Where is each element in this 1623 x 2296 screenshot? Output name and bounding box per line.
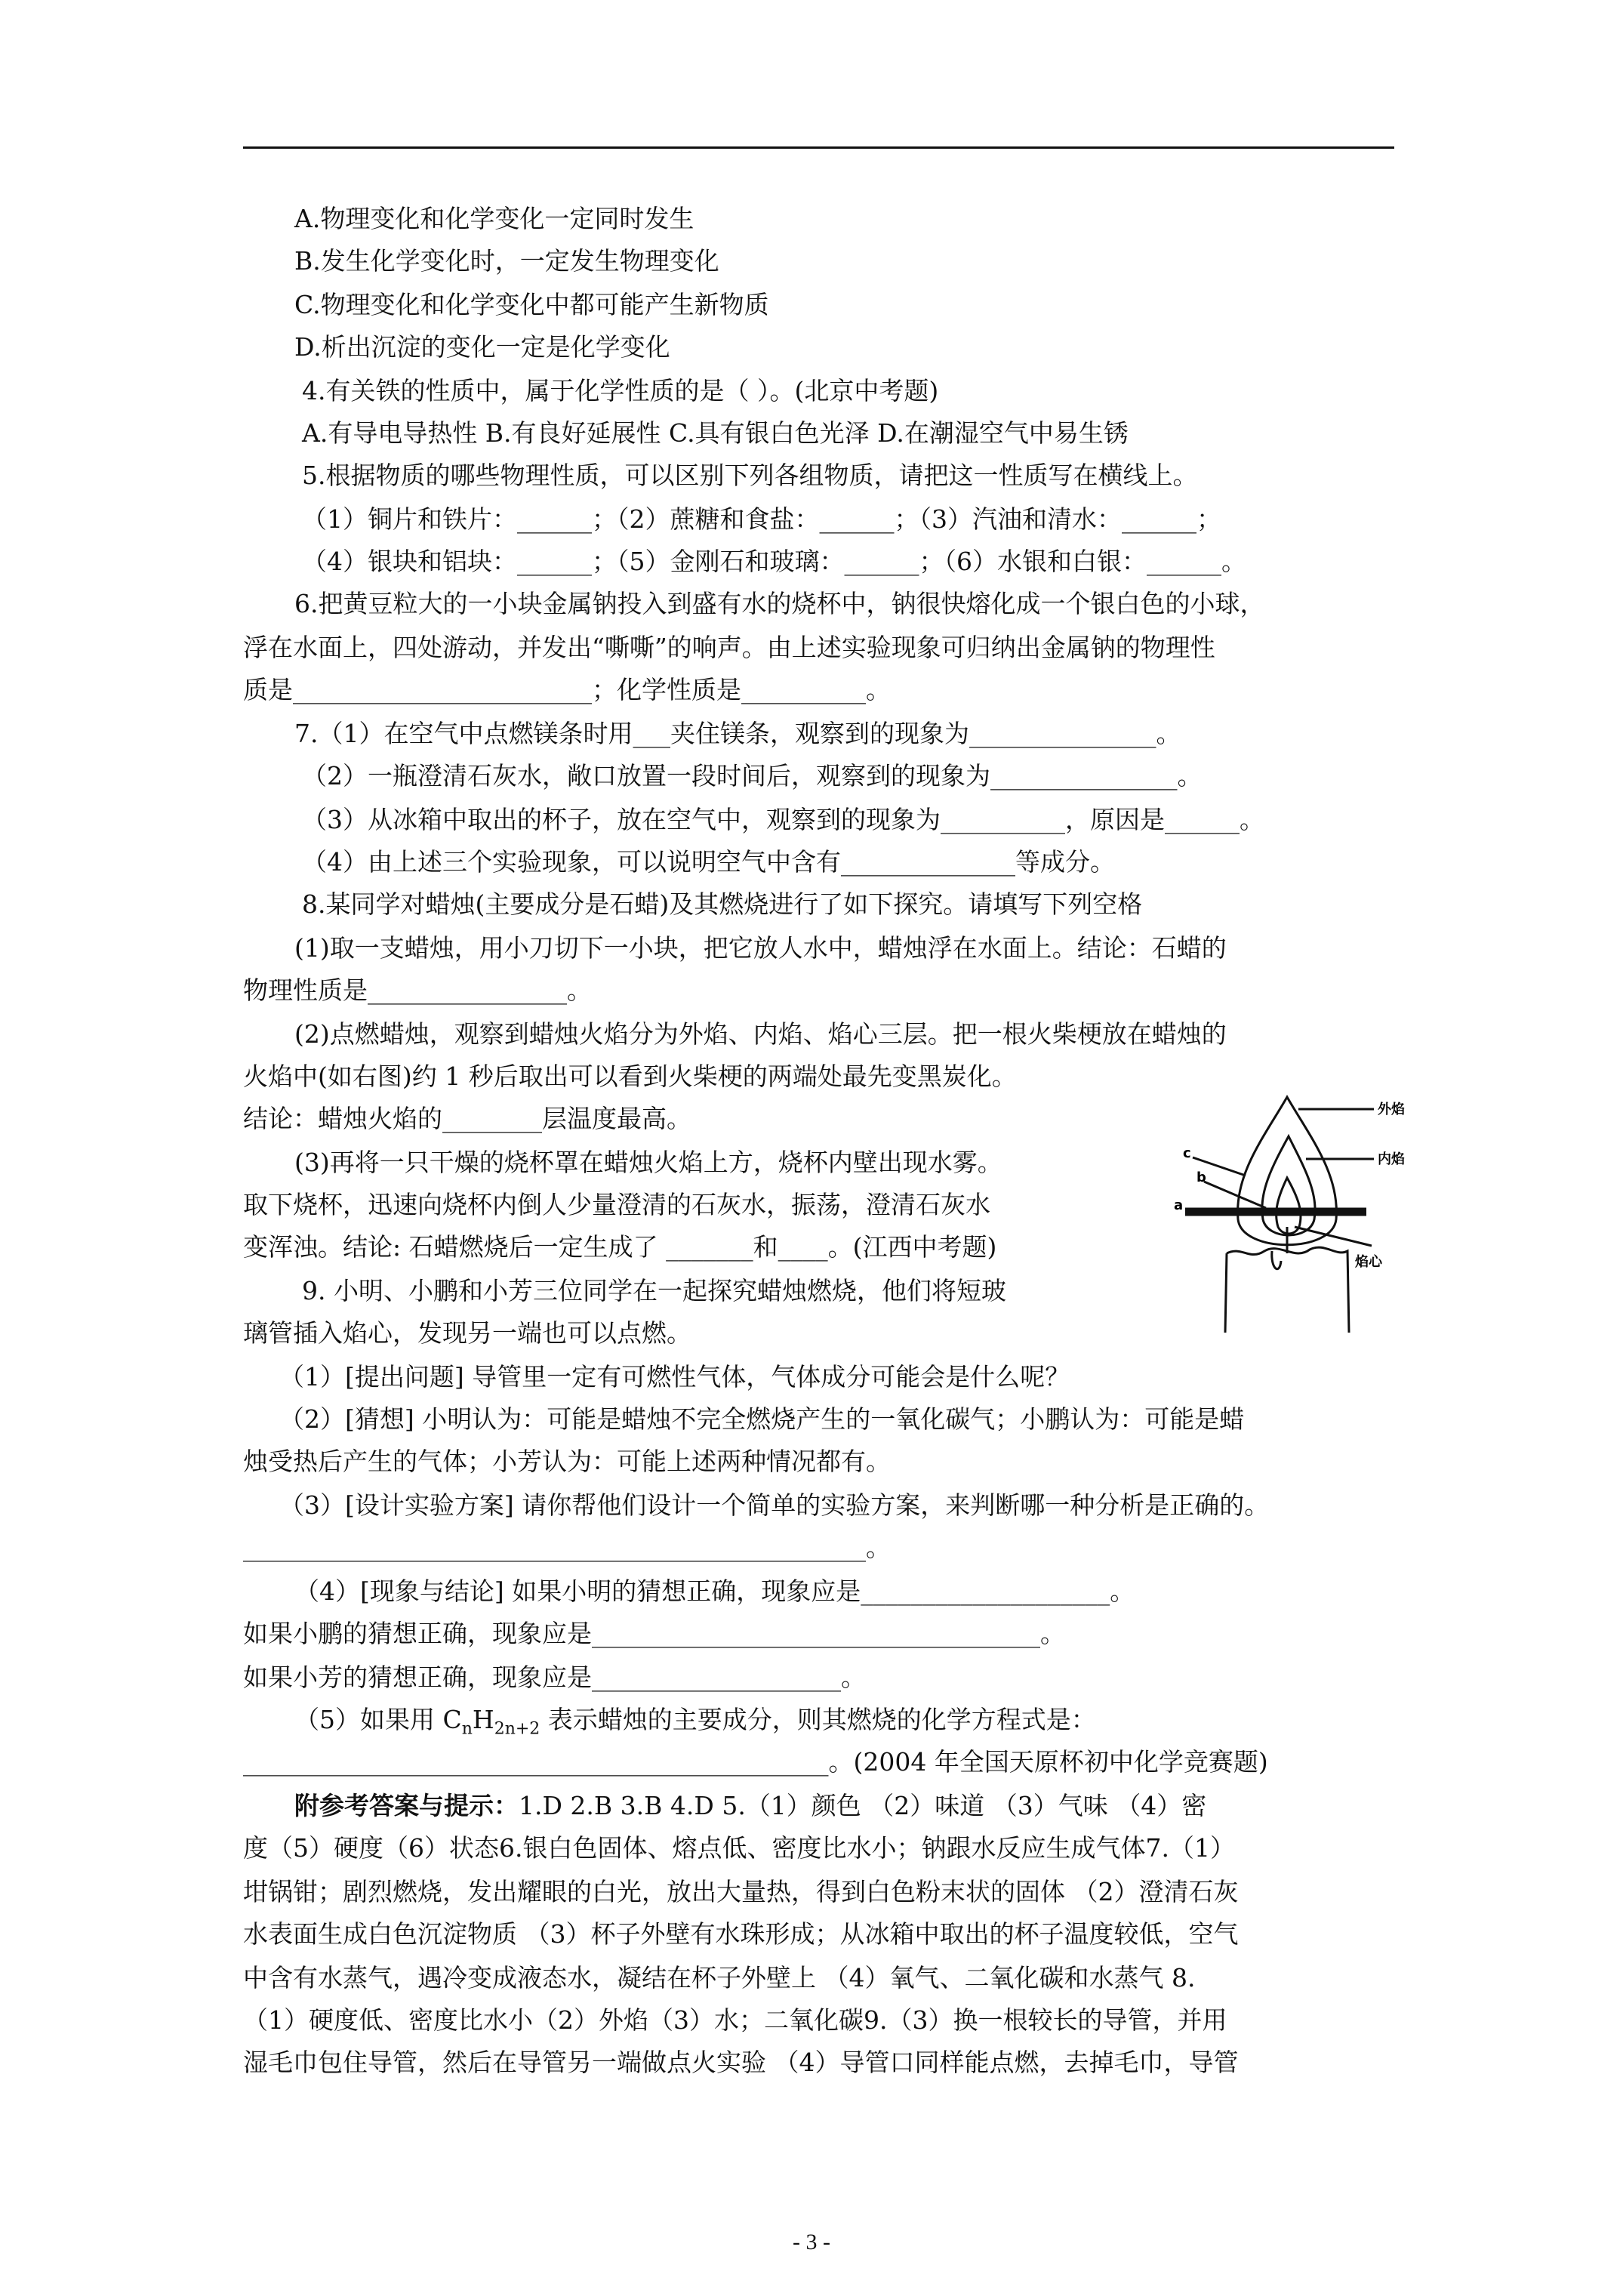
question-8: 8.某同学对蜡烛(主要成分是石蜡)及其燃烧进行了如下探究。请填写下列空格 <box>302 889 1143 919</box>
flame-core <box>1277 1178 1301 1234</box>
question-9-4-xiaoming: （4）[现象与结论] 如果小明的猜想正确，现象应是____________________。 <box>294 1576 1135 1606</box>
answers-line3: 坩锅钳；剧烈燃烧，发出耀眼的白光，放出大量热，得到白色粉末状的固体 （2）澄清石灰 <box>243 1877 1239 1906</box>
label-c: c <box>1183 1145 1191 1161</box>
question-8-1-line1: (1)取一支蜡烛，用小刀切下一小块，把它放人水中，蜡烛浮在水面上。结论：石蜡的 <box>294 933 1227 963</box>
label-a: a <box>1174 1197 1184 1213</box>
question-8-2-line2: 火焰中(如右图)约 1 秒后取出可以看到火柴梗的两端处最先变黑炭化。 <box>243 1062 1017 1091</box>
option-a: A.物理变化和化学变化一定同时发生 <box>294 204 694 233</box>
question-9-2-line1: （2）[猜想] 小明认为：可能是蜡烛不完全燃烧产生的一氧化碳气；小鹏认为：可能是蜡 <box>279 1404 1245 1434</box>
inner-flame <box>1262 1136 1315 1235</box>
question-4: 4.有关铁的性质中，属于化学性质的是（ ）。(北京中考题) <box>302 376 939 405</box>
question-9-4-xiaopeng: 如果小鹏的猜想正确，现象应是____________________________________。 <box>243 1619 1065 1648</box>
answers-line6: （1）硬度低、密度比水小（2）外焰（3）水；二氧化碳9.（3）换一根较长的导管，并用 <box>243 2005 1227 2035</box>
question-5-row2: （4）银块和铝块：______；（5）金刚石和玻璃：______；（6）水银和白银：______。 <box>302 547 1246 576</box>
question-8-3-line2: 取下烧杯，迅速向烧杯内倒人少量澄清的石灰水，振荡，澄清石灰水 <box>243 1190 990 1219</box>
question-9-1: （1）[提出问题] 导管里一定有可燃性气体，气体成分可能会是什么呢？ <box>279 1362 1070 1391</box>
question-6-line3: 质是________________________；化学性质是__________。 <box>243 675 891 704</box>
question-7-2: （2）一瓶澄清石灰水，敞口放置一段时间后，观察到的现象为_______________。 <box>302 761 1203 791</box>
question-9-5-blank: _______________________________________________。(2004 年全国天原杯初中化学竞赛题) <box>243 1747 1268 1777</box>
formula-sub-n: n <box>461 1719 473 1739</box>
answers-line1-text: 1.D 2.B 3.B 4.D 5.（1）颜色 （2）味道 （3）气味 （4）密 <box>519 1791 1207 1820</box>
question-5-row1: （1）铜片和铁片：______；（2）蔗糖和食盐：______；（3）汽油和清水：______； <box>302 504 1221 534</box>
header-rule <box>243 146 1394 149</box>
question-9-5-suffix: 表示蜡烛的主要成分，则其燃烧的化学方程式是： <box>540 1705 1096 1734</box>
label-inner-flame: 内焰 <box>1378 1151 1405 1167</box>
answers-line2: 度（5）硬度（6）状态6.银白色固体、熔点低、密度比水小；钠跟水反应生成气体7.（1） <box>243 1833 1235 1863</box>
question-6-line1: 6.把黄豆粒大的一小块金属钠投入到盛有水的烧杯中，钠很快熔化成一个银白色的小球， <box>294 589 1265 618</box>
question-9-line2: 璃管插入焰心，发现另一端也可以点燃。 <box>243 1318 691 1348</box>
question-4-options: A.有导电导热性 B.有良好延展性 C.具有银白色光泽 D.在潮湿空气中易生锈 <box>302 418 1129 448</box>
formula-h: H <box>472 1705 494 1734</box>
question-9-2-line2: 烛受热后产生的气体；小芳认为：可能上述两种情况都有。 <box>243 1447 891 1476</box>
candle-flame-figure <box>1174 1091 1405 1333</box>
wax-drip <box>1272 1251 1281 1269</box>
question-8-2-line1: (2)点燃蜡烛，观察到蜡烛火焰分为外焰、内焰、焰心三层。把一根火柴梗放在蜡烛的 <box>294 1019 1227 1049</box>
question-7-3: （3）从冰箱中取出的杯子，放在空气中，观察到的现象为__________，原因是______。 <box>302 805 1264 834</box>
outer-flame <box>1238 1097 1337 1245</box>
question-8-1-line2: 物理性质是________________。 <box>243 975 592 1005</box>
question-5: 5.根据物质的哪些物理性质，可以区别下列各组物质，请把这一性质写在横线上。 <box>302 461 1198 490</box>
question-9-3: （3）[设计实验方案] 请你帮他们设计一个简单的实验方案，来判断哪一种分析是正确的。 <box>279 1490 1270 1520</box>
question-7-1: 7.（1）在空气中点燃镁条时用___夹住镁条，观察到的现象为_______________。 <box>294 719 1181 748</box>
question-8-2-conclusion: 结论：蜡烛火焰的________层温度最高。 <box>243 1104 691 1133</box>
option-c: C.物理变化和化学变化中都可能产生新物质 <box>294 290 769 319</box>
option-b: B.发生化学变化时，一定发生物理变化 <box>294 246 719 276</box>
label-flame-core: 焰心 <box>1355 1254 1382 1270</box>
question-9-4-xiaofang: 如果小芳的猜想正确，现象应是____________________。 <box>243 1663 866 1692</box>
answers-line7: 湿毛巾包住导管，然后在导管另一端做点火实验 （4）导管口同样能点燃，去掉毛巾，导管 <box>243 2048 1239 2077</box>
question-9-3-blank: __________________________________________________。 <box>243 1533 891 1562</box>
label-outer-flame: 外焰 <box>1378 1102 1405 1117</box>
option-d: D.析出沉淀的变化一定是化学变化 <box>294 332 670 362</box>
answers-line4: 水表面生成白色沉淀物质 （3）杯子外壁有水珠形成；从冰箱中取出的杯子温度较低，空气 <box>243 1919 1239 1949</box>
answers-heading: 附参考答案与提示： <box>294 1791 519 1820</box>
answers-line5: 中含有水蒸气，遇冷变成液态水，凝结在杯子外壁上 （4）氧气、二氧化碳和水蒸气 8. <box>243 1963 1196 1992</box>
question-6-line2: 浮在水面上，四处游动，并发出“嘶嘶”的响声。由上述实验现象可归纳出金属钠的物理性 <box>243 633 1215 662</box>
question-8-3-line3: 变浑浊。结论: 石蜡燃烧后一定生成了 _______和____。(江西中考题) <box>243 1232 997 1262</box>
page-number: - 3 - <box>793 2230 830 2254</box>
answers-line1 <box>294 1785 1206 1827</box>
question-7-4: （4）由上述三个实验现象，可以说明空气中含有______________等成分。 <box>302 847 1115 877</box>
question-9-5-prefix: （5）如果用 C <box>294 1705 462 1734</box>
formula-sub-2n2: 2n+2 <box>494 1719 540 1739</box>
question-9-line1: 9. 小明、小鹏和小芳三位同学在一起探究蜡烛燃烧，他们将短玻 <box>302 1276 1006 1305</box>
question-8-3-line1: (3)再将一只干燥的烧杯罩在蜡烛火焰上方，烧杯内壁出现水雾。 <box>294 1148 1002 1177</box>
candle-body <box>1225 1247 1349 1333</box>
label-b: b <box>1196 1170 1206 1185</box>
